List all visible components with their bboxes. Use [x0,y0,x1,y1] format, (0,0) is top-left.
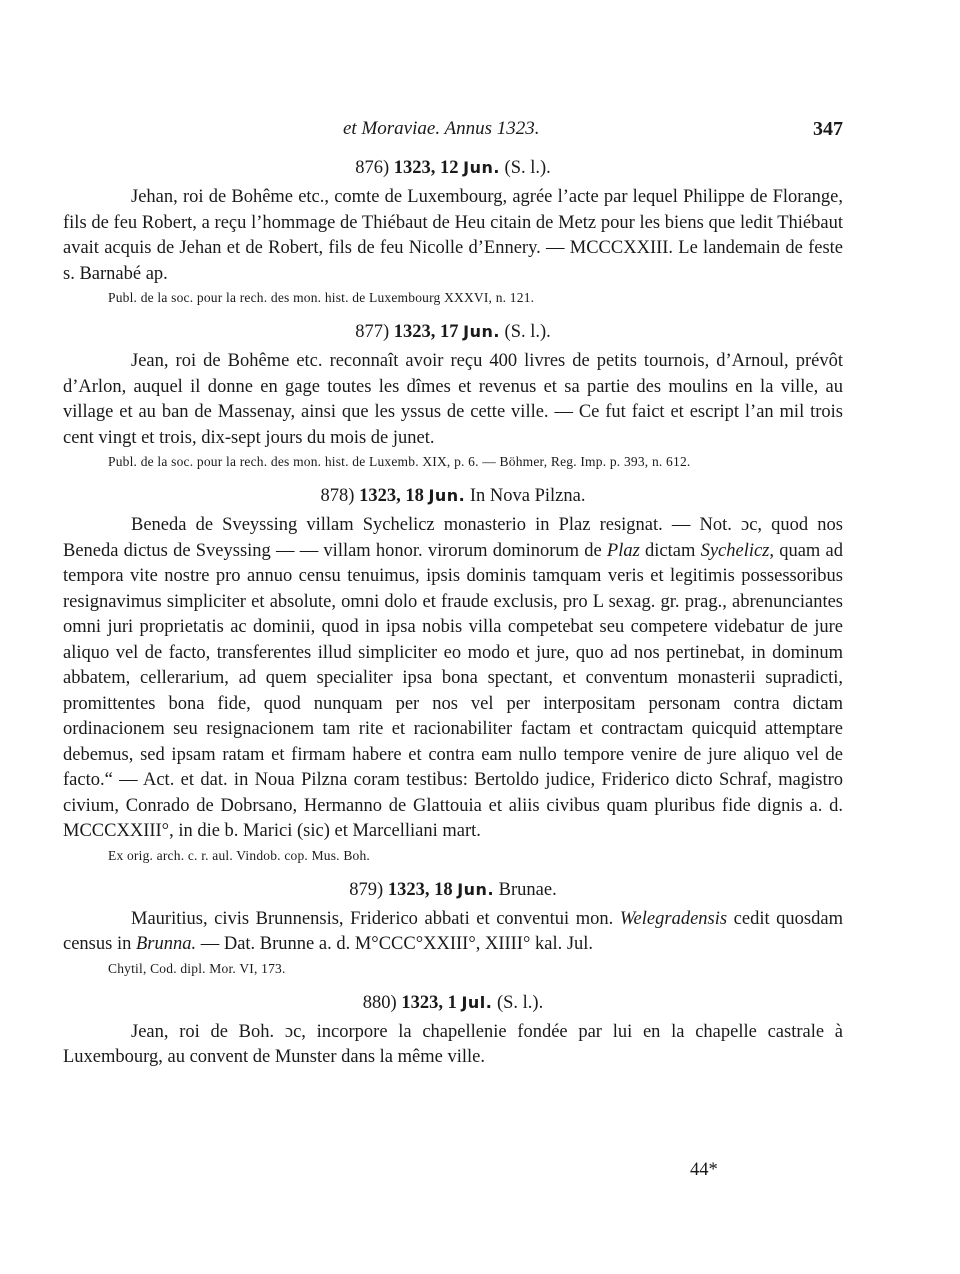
entry-880 [63,993,843,1071]
entry-date: 1323, 18 [387,879,453,900]
entry-879 [63,880,843,979]
body-text: quam ad tempora vite nostre pro annuo censu tenuimus, ipsis dominis tamquam veris et legitimis possessoribus resignavimus simpliciter et absolute, omni dolo et fraude exclusis, pro L sexag. gr. prag., abrenunciantes omni juri proprietatis ac dominii, quod in ipsa nobis villa competebat seu competere videbatur de jure aliquo vel de facto, transferentes illud simpliciter eo modo et jure, quo ad nos pertinebat, in dominum abbatem, cellerarium, ad quem specialiter ipsa bona spectant, et conventum monasterii supradicti, promittentes bona fide, quod nunquam per nos vel per interpositam personam contra dictam ordinacionem seu resignacionem tam rite et racionabiliter factam et contractam quicquid attemptare debemus, sed ipsam ratam et firmam habere et contra eam nullo tempore venire de jure aliquo vel de facto.“ — Act. et dat. in Noua Pilzna coram testibus: Bertoldo judice, Friderico dicto Schraf, magistro civium, Conrado de Dobrsano, Hermanno de Glattouia et aliis civibus quam pluribus fide dignis a. d. MCCCXXIII°, in die b. Marici (sic) et Marcelliani mart. [63,540,843,841]
body-text: dictam [639,540,701,561]
running-header [63,118,843,144]
entry-source: Chytil, Cod. dipl. Mor. VI, 173. [108,960,286,976]
entry-source: Publ. de la soc. pour la rech. des mon. hist. de Luxembourg XXXVI, n. 121. [108,290,535,305]
body-text: — Dat. Brunne a. d. M°CCC°XXIII°, XIIII° kal. Jul. [196,934,594,954]
running-title: et Moraviae. Annus 1323. [343,118,540,139]
entry-heading [63,993,843,1014]
entry-body [63,349,843,451]
entry-month: Jul. [461,992,493,1012]
entry-heading [63,158,843,179]
entry-876 [63,158,843,308]
entry-heading [63,322,843,343]
body-text: Beneda de Sveyssing villam Sychelicz monasterio in Plaz resignat. — Not. ɔc, quod nos Beneda dictus de Sveyssing — — villam honor. virorum dominorum de [63,515,843,561]
entry-place: (S. l.). [504,158,551,178]
signature-mark: 44* [690,1160,718,1180]
entry-place: (S. l.). [504,322,551,342]
entry-month: Jun. [463,322,500,341]
body-text: Mauritius, civis Brunnensis, Friderico abbati et conventui mon. [131,908,620,929]
body-text: Jehan, roi de Bohême etc., comte de Luxembourg, agrée l’acte par lequel Philippe de Florange, fils de feu Robert, a reçu l’hommage de Thiébaut de Heu citain de Metz pour les biens que ledit Thiébaut avait acquis de Jehan et de Robert, fils de feu Nicolle d’Ennery. — MCCCXXIII. Le landemain de feste s. Barnabé ap. [63,187,843,284]
body-text-italic: Brunna. [135,934,197,954]
entry-number: 879) [349,879,384,900]
entry-month: Jun. [457,879,495,899]
entry-date: 1323, 18 [359,486,424,506]
entry-place: (S. l.). [496,992,544,1013]
body-text: cedit quosdam census in [63,908,843,954]
entry-source: Ex orig. arch. c. r. aul. Vindob. cop. Mus. Boh. [108,847,371,863]
entry-heading [63,880,843,901]
page-number: 347 [813,118,843,140]
body-text-italic: Welegradensis [619,908,728,929]
body-text-italic: Plaz [606,540,640,561]
entry-number: 878) [320,486,355,506]
body-text: Jean, roi de Boh. ɔc, incorpore la chapellenie fondée par lui en la chapelle castrale à Luxembourg, au convent de Munster dans la même ville. [63,1021,843,1067]
document-page [63,118,843,1085]
body-text-italic: Sychelicz, [700,540,775,561]
entry-place: Brunae. [498,879,557,900]
body-text: Jean, roi de Bohême etc. reconnaît avoir reçu 400 livres de petits tournois, d’Arnoul, prévôt d’Arlon, auquel il donne en gage toutes les dîmes et revenus et sa partie des moulins en la ville, au village et au ban de Massenay, ainsi que les yssus de cette ville. — Ce fut faict et escript l’an mil trois cent vingt et trois, dix-sept jours du mois de junet. [63,351,843,448]
entry-877 [63,322,843,472]
entry-source: Publ. de la soc. pour la rech. des mon. hist. de Luxemb. XIX, p. 6. — Böhmer, Reg. Imp. p. 393, n. 612. [108,454,691,469]
entry-heading [63,486,843,507]
entry-number: 877) [355,322,390,342]
entry-month: Jun. [428,486,466,505]
entry-number: 876) [355,158,390,178]
entry-month: Jun. [463,158,500,177]
entry-body [63,513,843,845]
entry-date: 1323, 1 [401,992,457,1013]
entry-date: 1323, 17 [393,322,459,342]
entry-date: 1323, 12 [393,158,459,178]
entry-878 [63,486,843,866]
entry-body [63,1020,843,1071]
entry-body [63,185,843,287]
entry-number: 880) [362,992,397,1013]
entry-body [63,907,843,958]
entry-place: In Nova Pilzna. [469,486,586,506]
